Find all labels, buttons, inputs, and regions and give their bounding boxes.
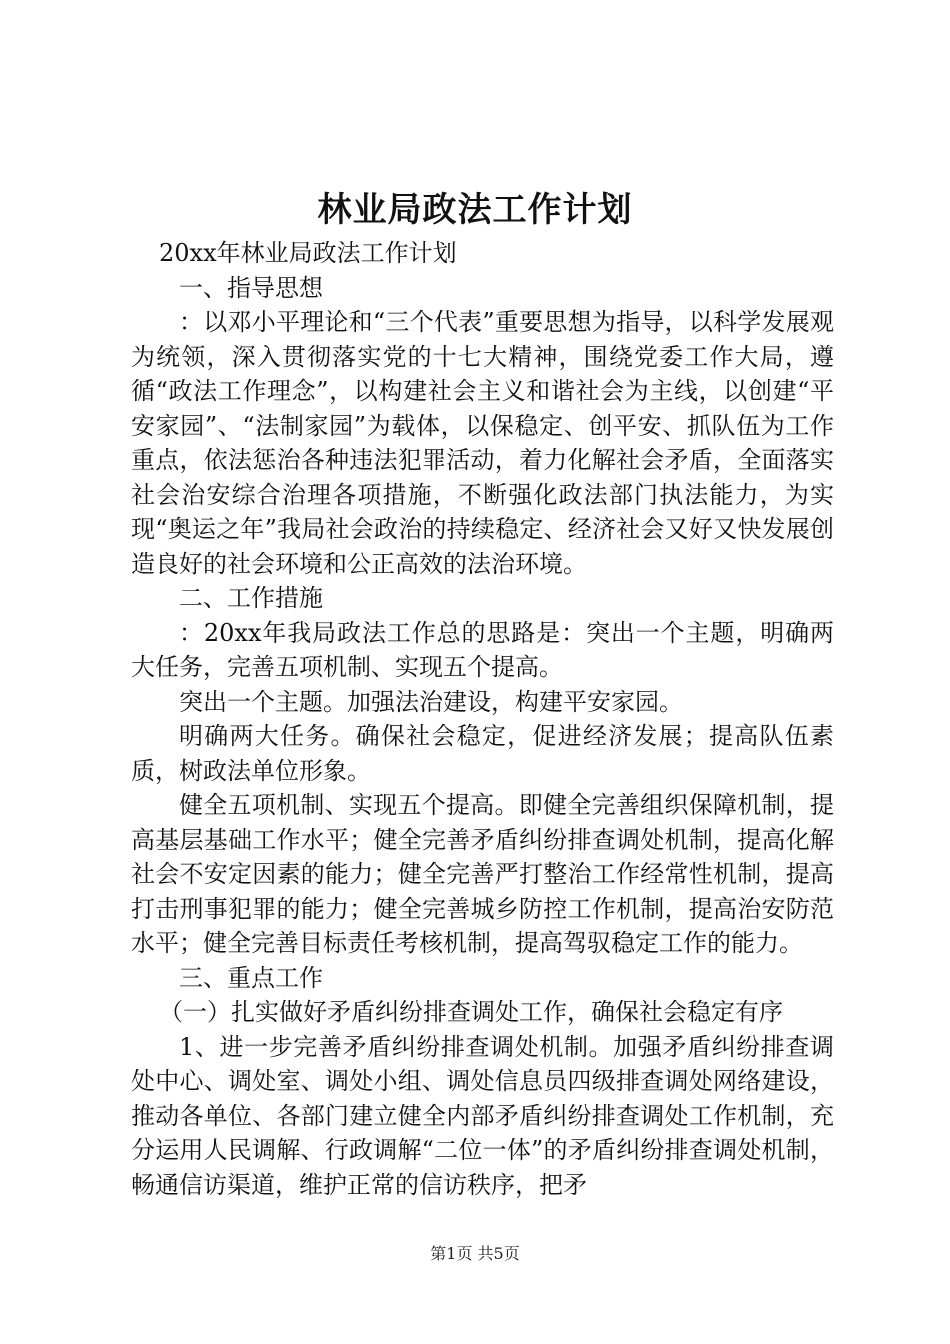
section-heading-key-work: 三、重点工作 (179, 963, 323, 992)
subtitle-paragraph: 20xx年林业局政法工作计划 (159, 239, 457, 267)
subsection-heading-dispute-resolution: （一）扎实做好矛盾纠纷排查调处工作，确保社会稳定有序 (159, 998, 783, 1026)
paragraph-work-approach: ：20xx年我局政法工作总的思路是：突出一个主题，明确两大任务，完善五项机制、实现五个提高。 (131, 618, 834, 681)
paragraph-dispute-mechanism: 1、进一步完善矛盾纠纷排查调处机制。加强矛盾纠纷排查调处中心、调处室、调处小组、调处信息员四级排查调处网络建设，推动各单位、各部门建立健全内部矛盾纠纷排查调处工作机制，充分运用人民调解、行政调解“二位一体”的矛盾纠纷排查调处机制，畅通信访渠道，维护正常的信访秩序，把矛 (131, 1032, 834, 1199)
paragraph-two-tasks: 明确两大任务。确保社会稳定，促进经济发展；提高队伍素质，树政法单位形象。 (131, 722, 834, 785)
section-heading-guiding-thought: 一、指导思想 (179, 273, 323, 302)
document-title: 林业局政法工作计划 (317, 190, 633, 230)
paragraph-one-theme: 突出一个主题。加强法治建设，构建平安家园。 (179, 687, 683, 716)
paragraph-five-mechanisms: 健全五项机制、实现五个提高。即健全完善组织保障机制，提高基层基础工作水平；健全完善矛盾纠纷排查调处机制，提高化解社会不安定因素的能力；健全完善严打整治工作经常性机制，提高打击刑事犯罪的能力；健全完善城乡防控工作机制，提高治安防范水平；健全完善目标责任考核机制，提高驾驭稳定工作的能力。 (131, 791, 834, 957)
page-number-footer: 第1页 共5页 (430, 1244, 520, 1263)
paragraph-guiding-thought: ：以邓小平理论和“三个代表”重要思想为指导，以科学发展观为统领，深入贯彻落实党的十七大精神，围绕党委工作大局，遵循“政法工作理念”，以构建社会主义和谐社会为主线，以创建“平安家园”、“法制家园”为载体，以保稳定、创平安、抓队伍为工作重点，依法惩治各种违法犯罪活动，着力化解社会矛盾，全面落实社会治安综合治理各项措施，不断强化政法部门执法能力，为实现“奥运之年”我局社会政治的持续稳定、经济社会又好又快发展创造良好的社会环境和公正高效的法治环境。 (131, 308, 834, 578)
section-heading-work-measures: 二、工作措施 (179, 584, 323, 612)
document-body (131, 236, 834, 1202)
